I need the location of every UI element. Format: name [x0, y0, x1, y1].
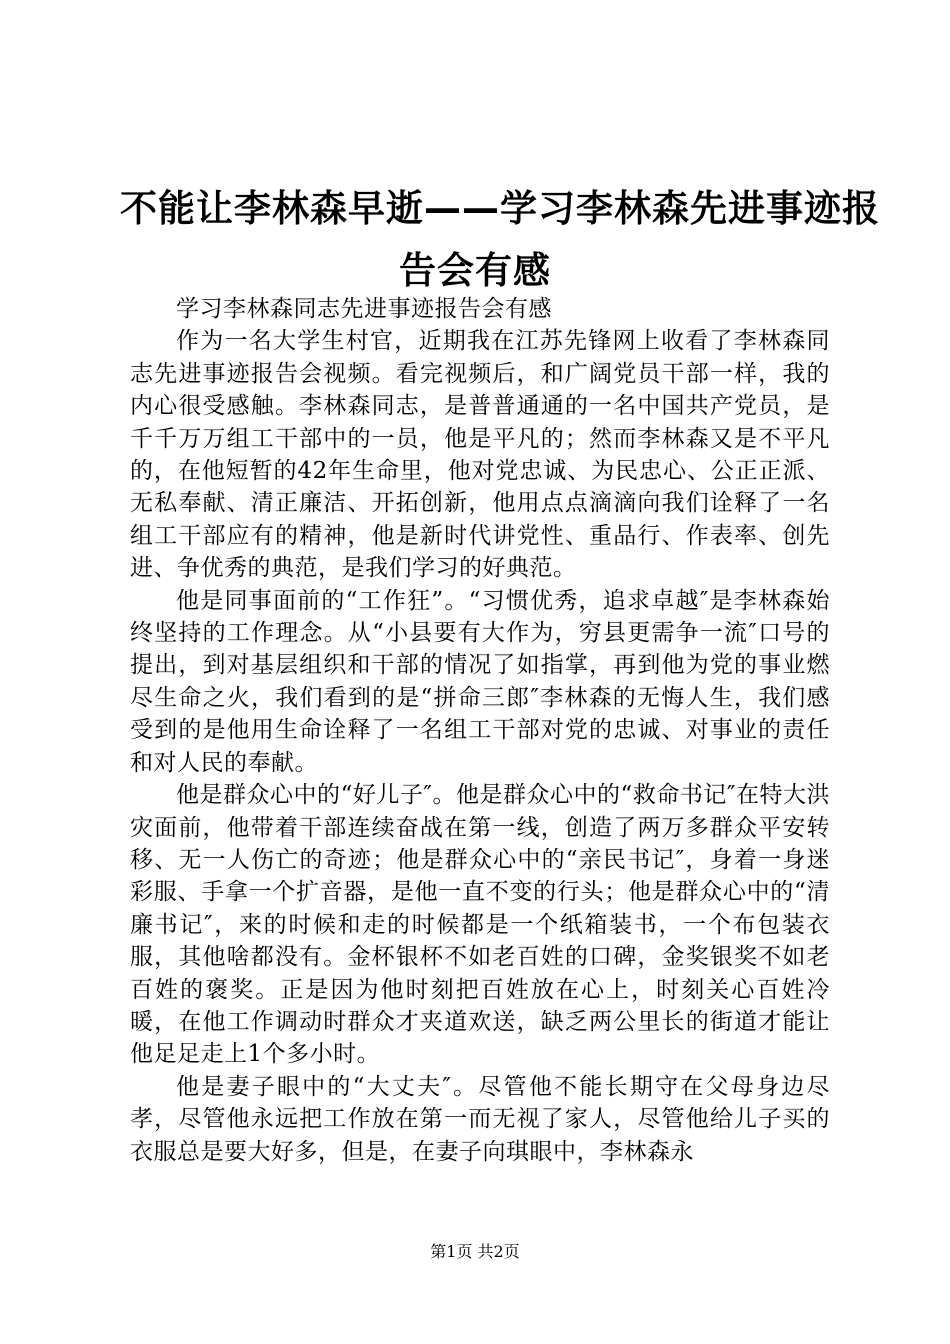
title-line-1: 不能让李林森早逝——学习李林森先进事迹报 [120, 187, 880, 230]
subtitle-paragraph: 学习李林森同志先进事迹报告会有感 [176, 296, 552, 322]
document-title [120, 178, 880, 302]
document-body [130, 293, 830, 1168]
body-paragraph: 他是妻子眼中的“大丈夫″。尽管他不能长期守在父母身边尽孝，尽管他永远把工作放在第一而无视了家人，尽管他给儿子买的衣服总是要大好多，但是，在妻子向琪眼中，李林森永 [130, 1073, 830, 1165]
body-paragraph: 作为一名大学生村官，近期我在江苏先锋网上收看了李林森同志先进事迹报告会视频。看完视频后，和广阔党员干部一样，我的内心很受感触。李林森同志，是普普通通的一名中国共产党员，是千千万万组工干部中的一员，他是平凡的；然而李林森又是不平凡的，在他短暂的42年生命里，他对党忠诚、为民忠心、公正正派、无私奉献、清正廉洁、开拓创新，他用点点滴滴向我们诠释了一名组工干部应有的精神，他是新时代讲党性、重品行、作表率、创先进、争优秀的典范，是我们学习的好典范。 [130, 328, 830, 582]
body-paragraph: 他是群众心中的“好儿子″。他是群众心中的“救命书记″在特大洪灾面前，他带着干部连续奋战在第一线，创造了两万多群众平安转移、无一人伤亡的奇迹；他是群众心中的“亲民书记″，身着一身迷彩服、手拿一个扩音器，是他一直不变的行头；他是群众心中的“清廉书记″，来的时候和走的时候都是一个纸箱装书，一个布包装衣服，其他啥都没有。金杯银杯不如老百姓的口碑，金奖银奖不如老百姓的褒奖。正是因为他时刻把百姓放在心上，时刻关心百姓冷暖，在他工作调动时群众才夹道欢送，缺乏两公里长的街道才能让他足足走上1个多小时。 [130, 782, 830, 1068]
title-line-2: 告会有感 [399, 249, 551, 292]
body-paragraph: 他是同事面前的“工作狂”。“习惯优秀，追求卓越″是李林森始终坚持的工作理念。从“小县要有大作为，穷县更需争一流″口号的提出，到对基层组织和干部的情况了如指掌，再到他为党的事业燃尽生命之火，我们看到的是“拼命三郎″李林森的无悔人生，我们感受到的是他用生命诠释了一名组工干部对党的忠诚、对事业的责任和对人民的奉献。 [130, 587, 830, 776]
page-number-footer: 第1页 共2页 [430, 1242, 520, 1261]
